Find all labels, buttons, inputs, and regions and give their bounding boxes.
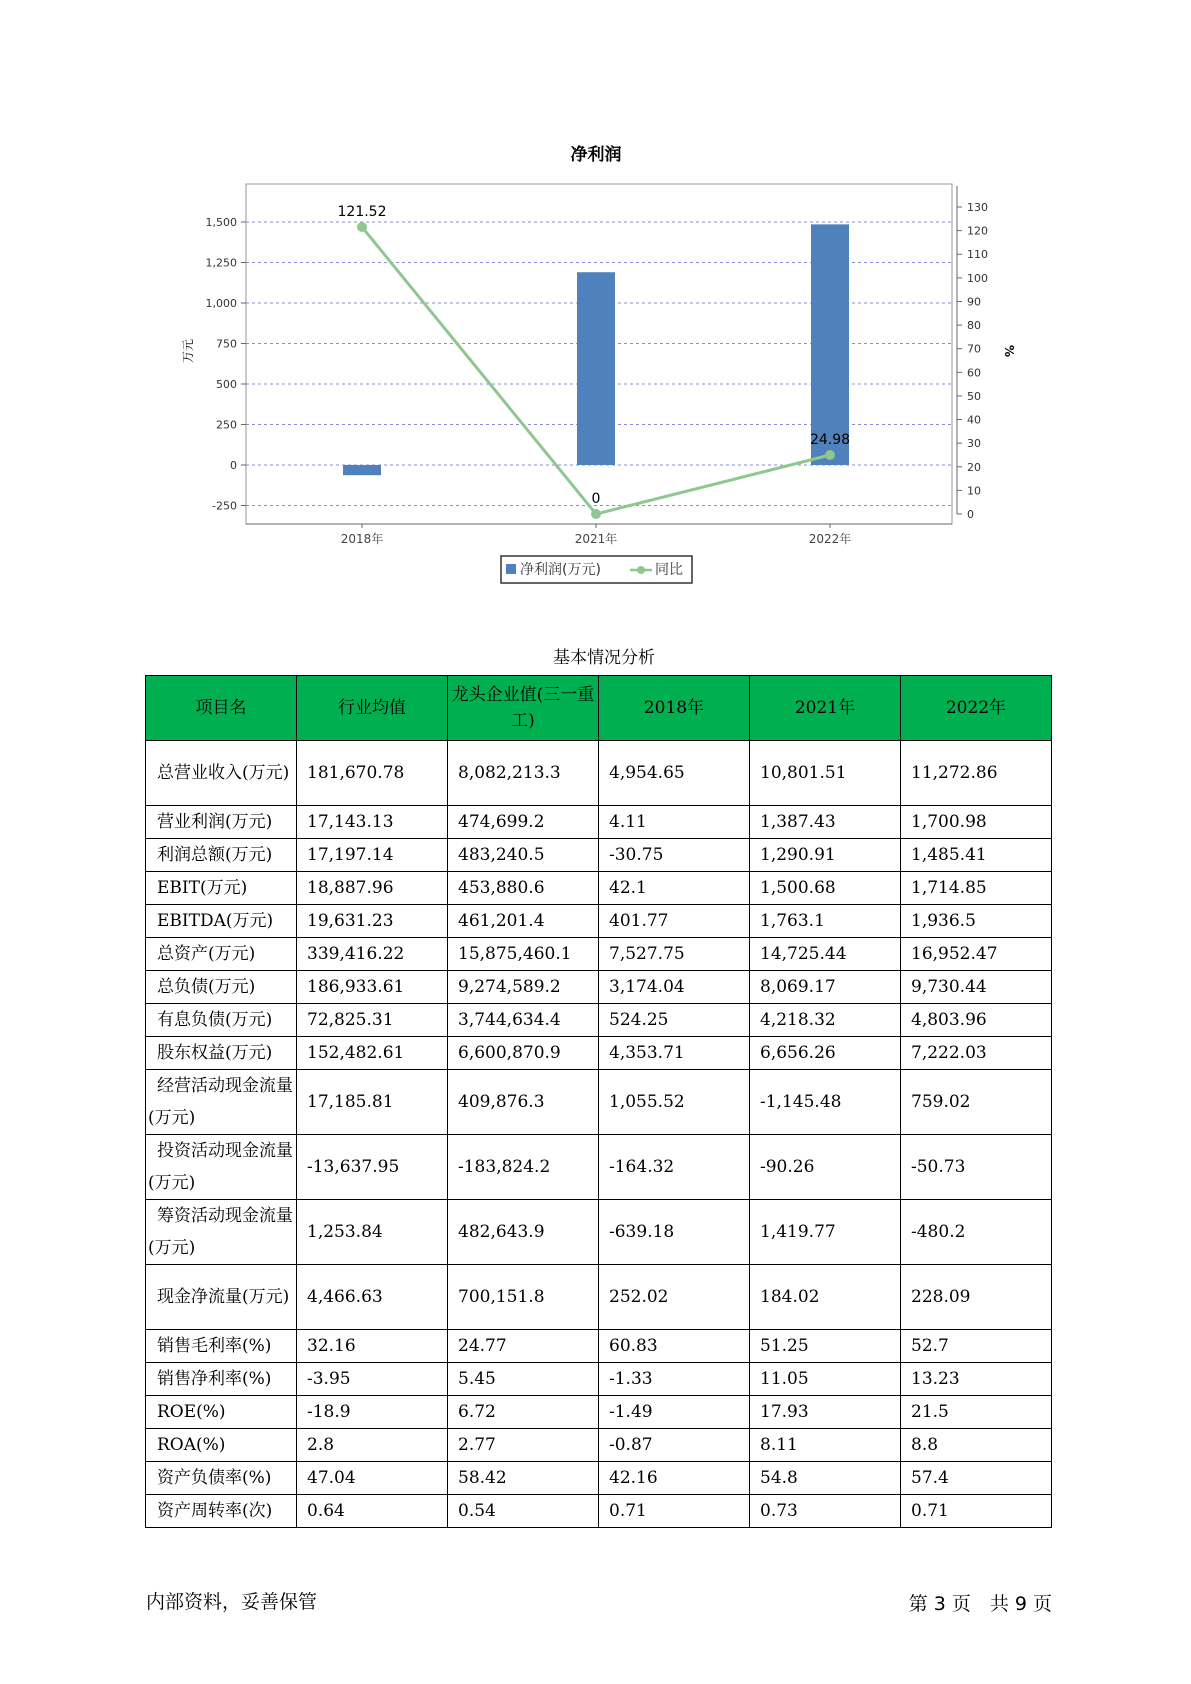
row-label-cell: 销售净利率(%) (146, 1363, 297, 1396)
value-cell: 11.05 (750, 1363, 901, 1396)
header-2018: 2018年 (599, 676, 750, 741)
value-cell: 4,466.63 (297, 1265, 448, 1330)
value-cell: -1.33 (599, 1363, 750, 1396)
y2-tick-label: 90 (967, 295, 981, 309)
y2-tick-label: 10 (967, 484, 981, 498)
value-cell: 0.54 (448, 1495, 599, 1528)
value-cell: 0.71 (901, 1495, 1052, 1528)
value-cell: 1,055.52 (599, 1070, 750, 1135)
row-label-cell: ROE(%) (146, 1396, 297, 1429)
x-tick-label: 2022年 (808, 532, 852, 546)
table-row (146, 971, 1052, 1004)
value-cell: 6.72 (448, 1396, 599, 1429)
value-cell: 57.4 (901, 1462, 1052, 1495)
value-cell: 4.11 (599, 806, 750, 839)
basic-analysis-table (145, 675, 1052, 1528)
table-row (146, 1265, 1052, 1330)
header-leader-value: 龙头企业值(三一重工) (448, 676, 599, 741)
value-cell: 47.04 (297, 1462, 448, 1495)
value-cell: 13.23 (901, 1363, 1052, 1396)
y2-tick-label: 50 (967, 389, 981, 403)
table-row (146, 1330, 1052, 1363)
value-cell: 24.77 (448, 1330, 599, 1363)
value-cell: -90.26 (750, 1135, 901, 1200)
legend-line-marker (637, 566, 645, 574)
value-cell: -13,637.95 (297, 1135, 448, 1200)
value-cell: 1,387.43 (750, 806, 901, 839)
table-header-row (146, 676, 1052, 741)
value-cell: 4,803.96 (901, 1004, 1052, 1037)
table-row (146, 1037, 1052, 1070)
table-row (146, 1429, 1052, 1462)
header-2022: 2022年 (901, 676, 1052, 741)
value-cell: 5.45 (448, 1363, 599, 1396)
value-cell: 58.42 (448, 1462, 599, 1495)
data-label-2: 24.98 (809, 432, 851, 449)
value-cell: 474,699.2 (448, 806, 599, 839)
bar-2 (811, 224, 849, 465)
value-cell: 1,290.91 (750, 839, 901, 872)
yoy-point-1 (591, 509, 601, 519)
legend-label-yoy: 同比 (655, 562, 683, 578)
y-tick-label: 1,250 (205, 256, 237, 270)
row-label-cell: 总资产(万元) (146, 938, 297, 971)
y-axis-label: 万元 (181, 338, 195, 364)
value-cell: 1,253.84 (297, 1200, 448, 1265)
value-cell: 17,197.14 (297, 839, 448, 872)
table-caption: 基本情况分析 (553, 648, 655, 668)
yoy-point-2 (825, 450, 835, 460)
value-cell: 18,887.96 (297, 872, 448, 905)
value-cell: -1.49 (599, 1396, 750, 1429)
y2-tick-label: 70 (967, 342, 981, 356)
y2-tick-label: 60 (967, 366, 981, 380)
table-row (146, 1200, 1052, 1265)
value-cell: 19,631.23 (297, 905, 448, 938)
row-label-cell: 营业利润(万元) (146, 806, 297, 839)
value-cell: 7,527.75 (599, 938, 750, 971)
value-cell: 1,936.5 (901, 905, 1052, 938)
value-cell: 339,416.22 (297, 938, 448, 971)
value-cell: 15,875,460.1 (448, 938, 599, 971)
value-cell: 7,222.03 (901, 1037, 1052, 1070)
value-cell: 409,876.3 (448, 1070, 599, 1135)
value-cell: -0.87 (599, 1429, 750, 1462)
row-label-cell: 现金净流量(万元) (146, 1265, 297, 1330)
value-cell: 1,500.68 (750, 872, 901, 905)
table-row (146, 872, 1052, 905)
row-label-cell: 筹资活动现金流量(万元) (146, 1200, 297, 1265)
value-cell: 8.11 (750, 1429, 901, 1462)
table-row (146, 1396, 1052, 1429)
y2-tick-label: 40 (967, 413, 981, 427)
value-cell: 181,670.78 (297, 741, 448, 806)
value-cell: 1,485.41 (901, 839, 1052, 872)
y2-axis-label: % (1002, 344, 1016, 358)
table-row (146, 1135, 1052, 1200)
footer-page-number: 第 3 页 共 9 页 (908, 1593, 1052, 1615)
y-tick-label: 1,000 (205, 297, 237, 310)
value-cell: 11,272.86 (901, 741, 1052, 806)
y2-tick-label: 100 (967, 271, 988, 285)
value-cell: 52.7 (901, 1330, 1052, 1363)
header-item-name: 项目名 (146, 676, 297, 741)
value-cell: 60.83 (599, 1330, 750, 1363)
table-row (146, 839, 1052, 872)
bar-1 (577, 272, 615, 465)
value-cell: 3,744,634.4 (448, 1004, 599, 1037)
row-label-cell: 总营业收入(万元) (146, 741, 297, 806)
table-row (146, 1462, 1052, 1495)
table-row (146, 806, 1052, 839)
value-cell: 186,933.61 (297, 971, 448, 1004)
row-label-cell: EBIT(万元) (146, 872, 297, 905)
chart-title: 净利润 (570, 145, 622, 165)
x-tick-label: 2021年 (574, 532, 618, 546)
value-cell: 9,274,589.2 (448, 971, 599, 1004)
header-industry-avg: 行业均值 (297, 676, 448, 741)
y2-tick-label: 20 (967, 460, 981, 474)
value-cell: 4,954.65 (599, 741, 750, 806)
value-cell: 17,185.81 (297, 1070, 448, 1135)
value-cell: 6,656.26 (750, 1037, 901, 1070)
value-cell: 3,174.04 (599, 971, 750, 1004)
value-cell: 42.16 (599, 1462, 750, 1495)
value-cell: 1,700.98 (901, 806, 1052, 839)
value-cell: 1,419.77 (750, 1200, 901, 1265)
row-label-cell: 资产负债率(%) (146, 1462, 297, 1495)
value-cell: -480.2 (901, 1200, 1052, 1265)
value-cell: 54.8 (750, 1462, 901, 1495)
footer-confidential-note: 内部资料，妥善保管 (146, 1591, 318, 1613)
value-cell: 2.8 (297, 1429, 448, 1462)
value-cell: 1,763.1 (750, 905, 901, 938)
value-cell: -164.32 (599, 1135, 750, 1200)
value-cell: -1,145.48 (750, 1070, 901, 1135)
y2-tick-label: 0 (967, 508, 974, 521)
value-cell: 8,069.17 (750, 971, 901, 1004)
y-tick-label: 500 (216, 378, 237, 391)
value-cell: -3.95 (297, 1363, 448, 1396)
value-cell: -18.9 (297, 1396, 448, 1429)
value-cell: 6,600,870.9 (448, 1037, 599, 1070)
value-cell: 2.77 (448, 1429, 599, 1462)
y-tick-label: 0 (230, 459, 237, 472)
value-cell: 524.25 (599, 1004, 750, 1037)
y-tick-label: 750 (216, 337, 237, 351)
value-cell: 16,952.47 (901, 938, 1052, 971)
bar-0 (343, 465, 381, 475)
net-profit-chart (0, 0, 1191, 600)
value-cell: 482,643.9 (448, 1200, 599, 1265)
value-cell: 21.5 (901, 1396, 1052, 1429)
yoy-point-0 (357, 222, 367, 232)
value-cell: 453,880.6 (448, 872, 599, 905)
value-cell: 51.25 (750, 1330, 901, 1363)
row-label-cell: 有息负债(万元) (146, 1004, 297, 1037)
data-label-1: 0 (591, 491, 601, 507)
row-label-cell: 经营活动现金流量(万元) (146, 1070, 297, 1135)
value-cell: 184.02 (750, 1265, 901, 1330)
value-cell: 32.16 (297, 1330, 448, 1363)
x-tick-label: 2018年 (340, 532, 384, 546)
table-row (146, 741, 1052, 806)
legend-label-net-profit: 净利润(万元) (520, 562, 601, 578)
chart-canvas (0, 0, 1191, 600)
value-cell: 1,714.85 (901, 872, 1052, 905)
y2-tick-label: 120 (967, 224, 988, 238)
value-cell: 17,143.13 (297, 806, 448, 839)
value-cell: 72,825.31 (297, 1004, 448, 1037)
value-cell: 700,151.8 (448, 1265, 599, 1330)
value-cell: 17.93 (750, 1396, 901, 1429)
y-tick-label: 250 (216, 418, 237, 432)
value-cell: 42.1 (599, 872, 750, 905)
value-cell: 759.02 (901, 1070, 1052, 1135)
value-cell: 4,218.32 (750, 1004, 901, 1037)
row-label-cell: 总负债(万元) (146, 971, 297, 1004)
y-tick-label: 1,500 (205, 216, 237, 229)
row-label-cell: ROA(%) (146, 1429, 297, 1462)
row-label-cell: 资产周转率(次) (146, 1495, 297, 1528)
row-label-cell: 销售毛利率(%) (146, 1330, 297, 1363)
table-row (146, 1070, 1052, 1135)
value-cell: 401.77 (599, 905, 750, 938)
value-cell: 8,082,213.3 (448, 741, 599, 806)
value-cell: 14,725.44 (750, 938, 901, 971)
value-cell: 0.73 (750, 1495, 901, 1528)
table-row (146, 938, 1052, 971)
value-cell: 461,201.4 (448, 905, 599, 938)
value-cell: 0.64 (297, 1495, 448, 1528)
row-label-cell: EBITDA(万元) (146, 905, 297, 938)
value-cell: -639.18 (599, 1200, 750, 1265)
table-row (146, 1495, 1052, 1528)
value-cell: 483,240.5 (448, 839, 599, 872)
table-row (146, 905, 1052, 938)
value-cell: -183,824.2 (448, 1135, 599, 1200)
table-row (146, 1363, 1052, 1396)
value-cell: -50.73 (901, 1135, 1052, 1200)
value-cell: 228.09 (901, 1265, 1052, 1330)
value-cell: 4,353.71 (599, 1037, 750, 1070)
legend-bar-swatch (506, 564, 516, 574)
data-label-0: 121.52 (337, 204, 387, 221)
row-label-cell: 股东权益(万元) (146, 1037, 297, 1070)
y2-tick-label: 80 (967, 319, 981, 333)
row-label-cell: 投资活动现金流量(万元) (146, 1135, 297, 1200)
value-cell: 9,730.44 (901, 971, 1052, 1004)
value-cell: 10,801.51 (750, 741, 901, 806)
value-cell: 8.8 (901, 1429, 1052, 1462)
y-tick-label: -250 (212, 499, 237, 513)
y2-tick-label: 110 (967, 248, 988, 262)
y2-tick-label: 30 (967, 437, 981, 451)
value-cell: 0.71 (599, 1495, 750, 1528)
value-cell: -30.75 (599, 839, 750, 872)
value-cell: 252.02 (599, 1265, 750, 1330)
y2-tick-label: 130 (967, 201, 988, 214)
table-row (146, 1004, 1052, 1037)
row-label-cell: 利润总额(万元) (146, 839, 297, 872)
header-2021: 2021年 (750, 676, 901, 741)
value-cell: 152,482.61 (297, 1037, 448, 1070)
